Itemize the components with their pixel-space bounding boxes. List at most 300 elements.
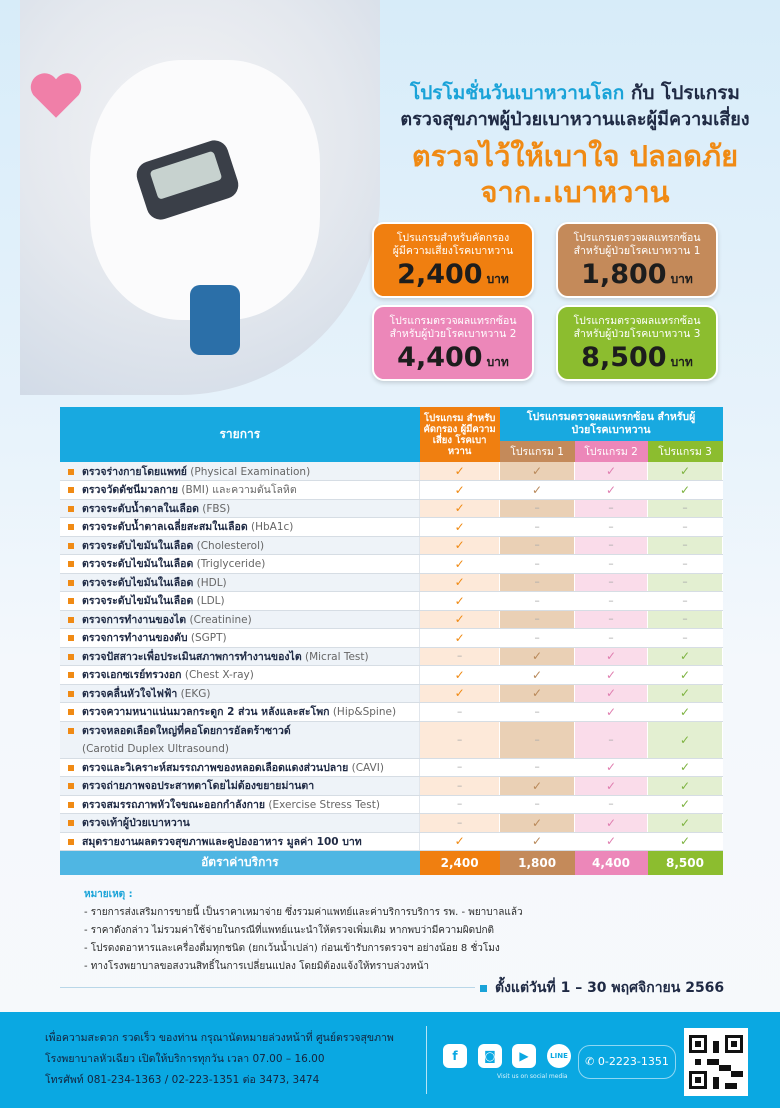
- bullet-icon: [68, 469, 74, 475]
- item-thai: ตรวจหลอดเลือดใหญ่ที่คอโดยการอัลตร้าซาวด์: [82, 724, 291, 737]
- youtube-icon[interactable]: ▶: [512, 1044, 536, 1068]
- dash-icon: –: [534, 705, 540, 718]
- row-item: [60, 462, 420, 481]
- cell-p1: [500, 573, 575, 592]
- social-caption: Visit us on social media: [497, 1073, 568, 1080]
- item-thai: ตรวจระดับน้ำตาลในเลือด: [82, 502, 199, 515]
- subtitle: ตรวจสุขภาพผู้ป่วยเบาหวานและผู้มีความเสี่ยง: [400, 109, 750, 130]
- item-english: (LDL): [196, 595, 225, 608]
- cell-p1: [500, 758, 575, 777]
- bullet-icon: [68, 524, 74, 530]
- cell-p1: [500, 592, 575, 611]
- bullet-icon: [68, 561, 74, 567]
- row-item: [60, 629, 420, 648]
- item-english: (CAVI): [351, 761, 384, 774]
- cell-p1: [500, 536, 575, 555]
- table-row: [60, 462, 723, 481]
- row-item: [60, 684, 420, 703]
- bullet-icon: [68, 598, 74, 604]
- package-card-screening: [372, 222, 534, 298]
- row-item: [60, 647, 420, 666]
- check-icon: ✓: [679, 760, 691, 775]
- price-program-3: 8,500: [648, 851, 723, 875]
- col-header-item: รายการ: [60, 407, 420, 462]
- check-icon: ✓: [532, 778, 543, 793]
- bullet-icon: [68, 709, 74, 715]
- item-english: (SGPT): [190, 632, 227, 645]
- cell-p3: [648, 758, 723, 777]
- note-item: - โปรดงดอาหารและเครื่องดื่มทุกชนิด (ยกเว้นน้ำเปล่า) ก่อนเข้ารับการตรวจฯ อย่างน้อย 8 ชั่วโมง: [84, 943, 500, 954]
- cell-p3: [648, 832, 723, 851]
- check-icon: ✓: [454, 612, 465, 627]
- cell-s: [420, 666, 500, 685]
- dash-icon: –: [534, 539, 540, 552]
- col-header-program-3: โปรแกรม 3: [648, 441, 723, 462]
- dash-icon: –: [534, 631, 540, 644]
- cell-s: [420, 795, 500, 814]
- col-header-screening: โปรแกรม สำหรับคัดกรอง ผู้มีความเสี่ยง โรคเบาหวาน: [420, 407, 500, 462]
- item-thai: ตรวจระดับไขมันในเลือด: [82, 558, 194, 571]
- dash-icon: –: [608, 733, 614, 746]
- cell-p3: [648, 555, 723, 574]
- cell-p1: [500, 629, 575, 648]
- table-row: [60, 555, 723, 574]
- item-english: (Exercise Stress Test): [268, 798, 380, 811]
- bullet-icon: [68, 691, 74, 697]
- dash-icon: –: [534, 613, 540, 626]
- price-unit: บาท: [486, 355, 509, 369]
- meter-mascot-icon: [190, 285, 240, 355]
- dash-icon: –: [608, 502, 614, 515]
- check-icon: ✓: [532, 834, 543, 849]
- item-thai: สมุดรายงานผลตรวจสุขภาพและคูปองอาหาร มูลค่า 100 บาท: [82, 835, 362, 848]
- phone-icon: ✆: [585, 1055, 598, 1068]
- cell-s: [420, 462, 500, 481]
- cell-p2: [575, 481, 648, 500]
- package-label: โปรแกรมตรวจผลแทรกซ้อน: [389, 315, 517, 327]
- cell-p3: [648, 462, 723, 481]
- row-item: [60, 481, 420, 500]
- check-icon: ✓: [454, 464, 465, 478]
- note-item: - รายการส่งเสริมการขายนี้ เป็นราคาเหมาจ่าย ซึ่งรวมค่าแพทย์และค่าบริการบริการ รพ. - พยาบาลแล้ว: [84, 907, 523, 918]
- row-item: [60, 536, 420, 555]
- table-row: [60, 481, 723, 500]
- bullet-icon: [68, 506, 74, 512]
- bullet-icon: [68, 672, 74, 678]
- item-thai: ตรวจวัดดัชนีมวลกาย: [82, 484, 179, 497]
- cell-p3: [648, 684, 723, 703]
- price-unit: บาท: [486, 272, 509, 286]
- item-english: (FBS): [202, 502, 231, 515]
- instagram-icon[interactable]: ◙: [478, 1044, 502, 1068]
- dash-icon: –: [682, 613, 688, 626]
- check-icon: ✓: [606, 464, 617, 478]
- item-english: (HbA1c): [251, 521, 294, 534]
- promo-date: ตั้งแต่วันที่ 1 – 30 พฤศจิกายน 2566: [495, 980, 725, 996]
- cell-p2: [575, 814, 648, 833]
- check-icon: ✓: [679, 834, 691, 849]
- dash-icon: –: [457, 779, 463, 792]
- package-price: 1,800: [581, 259, 667, 290]
- dash-icon: –: [608, 594, 614, 607]
- price-screening: 2,400: [420, 851, 500, 875]
- item-english: (Creatinine): [189, 613, 252, 626]
- check-icon: ✓: [679, 815, 691, 830]
- hero-photo: [20, 0, 380, 395]
- cell-p1: [500, 555, 575, 574]
- promo-period: [480, 977, 724, 999]
- table-row: [60, 795, 723, 814]
- cell-p3: [648, 666, 723, 685]
- table-row: [60, 666, 723, 685]
- item-thai: ตรวจปัสสาวะเพื่อประเมินสภาพการทำงานของไต: [82, 650, 302, 663]
- cell-p1: [500, 499, 575, 518]
- table-row: [60, 703, 723, 722]
- cell-p2: [575, 499, 648, 518]
- bullet-icon: [68, 765, 74, 771]
- bullet-icon: [68, 820, 74, 826]
- check-icon: ✓: [679, 686, 691, 701]
- bullet-icon: [68, 487, 74, 493]
- cell-p3: [648, 573, 723, 592]
- check-icon: ✓: [679, 778, 691, 793]
- table-row: [60, 832, 723, 851]
- check-icon: ✓: [454, 593, 465, 608]
- qr-code[interactable]: [684, 1028, 748, 1096]
- cell-p2: [575, 573, 648, 592]
- cell-p3: [648, 481, 723, 500]
- cell-p1: [500, 795, 575, 814]
- item-thai: ตรวจความหนาแน่นมวลกระดูก 2 ส่วน หลังและสะโพก: [82, 706, 330, 719]
- item-thai: ตรวจการทำงานของไต: [82, 613, 187, 626]
- item-thai: ตรวจคลื่นหัวใจไฟฟ้า: [82, 687, 178, 700]
- row-item: [60, 721, 420, 758]
- dash-icon: –: [534, 576, 540, 589]
- cell-s: [420, 481, 500, 500]
- package-label: โปรแกรมตรวจผลแทรกซ้อน: [573, 315, 701, 327]
- check-icon: ✓: [606, 667, 617, 682]
- cell-p1: [500, 832, 575, 851]
- package-label: สำหรับผู้ป่วยโรคเบาหวาน 1: [573, 245, 701, 257]
- footer: [0, 1012, 780, 1108]
- check-icon: ✓: [606, 649, 617, 664]
- item-thai: ตรวจร่างกายโดยแพทย์: [82, 465, 187, 478]
- dash-icon: –: [682, 502, 688, 515]
- title-highlight: โปรโมชั่นวันเบาหวานโลก: [410, 82, 625, 104]
- heart-icon: [28, 70, 84, 120]
- row-item: [60, 795, 420, 814]
- check-icon: ✓: [606, 834, 617, 849]
- cell-p1: [500, 518, 575, 537]
- row-item: [60, 499, 420, 518]
- col-header-program-2: โปรแกรม 2: [575, 441, 648, 462]
- contact-line: โทรศัพท์ 081-234-1363 / 02-223-1351 ต่อ 3473, 3474: [45, 1074, 320, 1086]
- note-item: - ราคาดังกล่าว ไม่รวมค่าใช้จ่ายในกรณีที่แพทย์แนะนำให้ตรวจเพิ่มเติม หากพบว่ามีความผิดปกติ: [84, 925, 495, 936]
- cell-s: [420, 573, 500, 592]
- dash-icon: –: [457, 798, 463, 811]
- cell-p3: [648, 814, 723, 833]
- row-item: [60, 832, 420, 851]
- check-icon: ✓: [532, 667, 543, 682]
- comparison-table: [60, 407, 723, 875]
- table-row: [60, 758, 723, 777]
- cell-p2: [575, 832, 648, 851]
- cell-p2: [575, 795, 648, 814]
- table-row: [60, 684, 723, 703]
- facebook-icon[interactable]: f: [443, 1044, 467, 1068]
- dash-icon: –: [457, 816, 463, 829]
- cell-p3: [648, 795, 723, 814]
- check-icon: ✓: [532, 482, 543, 497]
- check-icon: ✓: [454, 556, 465, 571]
- cell-p3: [648, 721, 723, 758]
- bullet-icon: [68, 783, 74, 789]
- item-english: (Hip&Spine): [332, 706, 397, 719]
- price-unit: บาท: [670, 355, 693, 369]
- check-icon: ✓: [679, 704, 691, 719]
- row-item: [60, 592, 420, 611]
- cell-p3: [648, 536, 723, 555]
- row-item: [60, 666, 420, 685]
- cell-s: [420, 555, 500, 574]
- item-english: (Chest X-ray): [184, 669, 254, 682]
- table-row: [60, 629, 723, 648]
- row-item: [60, 814, 420, 833]
- cell-s: [420, 647, 500, 666]
- check-icon: ✓: [454, 575, 465, 590]
- row-item: [60, 573, 420, 592]
- contact-info: [45, 1028, 394, 1091]
- table-row: [60, 721, 723, 758]
- cell-p1: [500, 777, 575, 796]
- cell-p2: [575, 592, 648, 611]
- item-english: (Micral Test): [304, 650, 369, 663]
- cell-p2: [575, 721, 648, 758]
- slogan-line-2: จาก..เบาหวาน: [480, 175, 670, 209]
- item-english: (Carotid Duplex Ultrasound): [82, 742, 229, 755]
- bullet-icon: [68, 617, 74, 623]
- cell-s: [420, 629, 500, 648]
- dash-icon: –: [534, 557, 540, 570]
- table-row: [60, 814, 723, 833]
- dash-icon: –: [682, 576, 688, 589]
- row-item: [60, 777, 420, 796]
- bullet-icon: [68, 802, 74, 808]
- item-english: (HDL): [196, 576, 227, 589]
- check-icon: ✓: [454, 834, 465, 849]
- check-icon: ✓: [679, 482, 691, 497]
- table-row: [60, 518, 723, 537]
- cell-s: [420, 832, 500, 851]
- table-row: [60, 647, 723, 666]
- item-english: (Physical Examination): [190, 465, 311, 478]
- package-price: 4,400: [397, 342, 483, 373]
- check-icon: ✓: [532, 464, 543, 478]
- dash-icon: –: [682, 539, 688, 552]
- cell-s: [420, 610, 500, 629]
- item-thai: ตรวจเท้าผู้ป่วยเบาหวาน: [82, 817, 190, 830]
- note-item: - ทางโรงพยาบาลขอสงวนสิทธิ์ในการเปลี่ยนแปลง โดยมิต้องแจ้งให้ทราบล่วงหน้า: [84, 961, 430, 972]
- cell-s: [420, 721, 500, 758]
- cell-p3: [648, 647, 723, 666]
- dash-icon: –: [608, 798, 614, 811]
- package-label: สำหรับผู้ป่วยโรคเบาหวาน 2: [389, 328, 517, 340]
- item-english: (EKG): [180, 687, 211, 700]
- dash-icon: –: [534, 502, 540, 515]
- cell-p2: [575, 684, 648, 703]
- divider: [426, 1026, 427, 1094]
- price-row-label: อัตราค่าบริการ: [60, 851, 420, 875]
- check-icon: ✓: [679, 732, 691, 747]
- check-icon: ✓: [606, 815, 617, 830]
- dash-icon: –: [608, 557, 614, 570]
- price-program-2: 4,400: [575, 851, 648, 875]
- check-icon: ✓: [454, 538, 465, 553]
- cell-p2: [575, 758, 648, 777]
- cell-p2: [575, 536, 648, 555]
- bullet-icon: [68, 543, 74, 549]
- cell-p2: [575, 462, 648, 481]
- check-icon: ✓: [454, 501, 465, 516]
- item-thai: ตรวจระดับไขมันในเลือด: [82, 576, 194, 589]
- package-label: โปรแกรมตรวจผลแทรกซ้อน: [573, 232, 701, 244]
- cell-p2: [575, 610, 648, 629]
- package-price: 2,400: [397, 259, 483, 290]
- dash-icon: –: [608, 539, 614, 552]
- cell-p2: [575, 666, 648, 685]
- dash-icon: –: [457, 761, 463, 774]
- table-row: [60, 777, 723, 796]
- notes: [84, 886, 523, 976]
- title-rest: กับ โปรแกรม: [624, 82, 740, 104]
- check-icon: ✓: [606, 686, 617, 701]
- cell-s: [420, 703, 500, 722]
- check-icon: ✓: [454, 519, 465, 534]
- bullet-icon: [68, 635, 74, 641]
- cell-p3: [648, 610, 723, 629]
- dash-icon: –: [608, 576, 614, 589]
- cell-p2: [575, 629, 648, 648]
- item-thai: ตรวจการทำงานของตับ: [82, 632, 188, 645]
- dash-icon: –: [534, 594, 540, 607]
- check-icon: ✓: [606, 760, 617, 775]
- cell-p3: [648, 703, 723, 722]
- item-thai: ตรวจและวิเคราะห์สมรรถภาพของหลอดเลือดแดงส่วนปลาย: [82, 761, 349, 774]
- cell-p3: [648, 777, 723, 796]
- dash-icon: –: [457, 733, 463, 746]
- item-english: (BMI) และความดันโลหิต: [181, 484, 297, 497]
- cell-p1: [500, 703, 575, 722]
- item-thai: ตรวจระดับน้ำตาลเฉลี่ยสะสมในเลือด: [82, 521, 248, 534]
- row-item: [60, 703, 420, 722]
- check-icon: ✓: [679, 797, 691, 812]
- cell-p1: [500, 721, 575, 758]
- package-card-program-1: [556, 222, 718, 298]
- cell-p3: [648, 518, 723, 537]
- item-thai: ตรวจถ่ายภาพจอประสาทตาโดยไม่ต้องขยายม่านตา: [82, 780, 315, 793]
- cell-p2: [575, 777, 648, 796]
- dash-icon: –: [682, 631, 688, 644]
- bullet-icon: [68, 654, 74, 660]
- check-icon: ✓: [679, 667, 691, 682]
- check-icon: ✓: [532, 815, 543, 830]
- check-icon: ✓: [454, 630, 465, 645]
- line-icon[interactable]: LINE: [547, 1044, 571, 1068]
- dash-icon: –: [682, 594, 688, 607]
- price-unit: บาท: [670, 272, 693, 286]
- package-label: สำหรับผู้ป่วยโรคเบาหวาน 3: [573, 328, 701, 340]
- dash-icon: –: [608, 520, 614, 533]
- dash-icon: –: [534, 798, 540, 811]
- check-icon: ✓: [454, 482, 465, 497]
- bullet-icon: [480, 985, 487, 992]
- dash-icon: –: [534, 733, 540, 746]
- contact-line: โรงพยาบาลหัวเฉียว เปิดให้บริการทุกวัน เวลา 07.00 – 16.00: [45, 1053, 325, 1065]
- cell-s: [420, 592, 500, 611]
- item-english: (Cholesterol): [196, 539, 265, 552]
- check-icon: ✓: [606, 778, 617, 793]
- dash-icon: –: [457, 650, 463, 663]
- check-icon: ✓: [454, 686, 465, 701]
- cell-s: [420, 758, 500, 777]
- table-row: [60, 573, 723, 592]
- slogan-line-1: ตรวจไว้ให้เบาใจ ปลอดภัย: [411, 139, 739, 173]
- table-row: [60, 610, 723, 629]
- item-english: (Triglyceride): [196, 558, 266, 571]
- item-thai: ตรวจระดับไขมันในเลือด: [82, 539, 194, 552]
- package-label: โปรแกรมสำหรับคัดกรอง: [396, 232, 510, 244]
- price-program-1: 1,800: [500, 851, 575, 875]
- cell-p3: [648, 592, 723, 611]
- notes-heading: หมายเหตุ :: [84, 889, 133, 900]
- cell-p1: [500, 814, 575, 833]
- col-header-program-1: โปรแกรม 1: [500, 441, 575, 462]
- cell-p1: [500, 610, 575, 629]
- cell-p2: [575, 518, 648, 537]
- table-row: [60, 499, 723, 518]
- row-item: [60, 555, 420, 574]
- package-price: 8,500: [581, 342, 667, 373]
- bullet-icon: [68, 580, 74, 586]
- item-thai: ตรวจสมรรถภาพหัวใจขณะออกกำลังกาย: [82, 798, 266, 811]
- dash-icon: –: [682, 557, 688, 570]
- dash-icon: –: [534, 761, 540, 774]
- cell-s: [420, 777, 500, 796]
- qr-code-icon: [689, 1033, 743, 1091]
- check-icon: ✓: [532, 686, 543, 701]
- cell-p1: [500, 684, 575, 703]
- phone-button[interactable]: [578, 1045, 676, 1079]
- divider: [60, 987, 475, 988]
- cell-p2: [575, 703, 648, 722]
- cell-s: [420, 814, 500, 833]
- cell-s: [420, 518, 500, 537]
- col-header-group: โปรแกรมตรวจผลแทรกซ้อน สำหรับผู้ป่วยโรคเบาหวาน: [500, 407, 723, 441]
- check-icon: ✓: [532, 649, 543, 664]
- row-item: [60, 610, 420, 629]
- check-icon: ✓: [606, 482, 617, 497]
- cell-s: [420, 684, 500, 703]
- cell-p1: [500, 647, 575, 666]
- cell-p1: [500, 666, 575, 685]
- cell-s: [420, 499, 500, 518]
- cell-p3: [648, 499, 723, 518]
- dash-icon: –: [457, 705, 463, 718]
- bullet-icon: [68, 839, 74, 845]
- package-card-program-2: [372, 305, 534, 381]
- item-thai: ตรวจเอกซเรย์ทรวงอก: [82, 669, 182, 682]
- cell-p3: [648, 629, 723, 648]
